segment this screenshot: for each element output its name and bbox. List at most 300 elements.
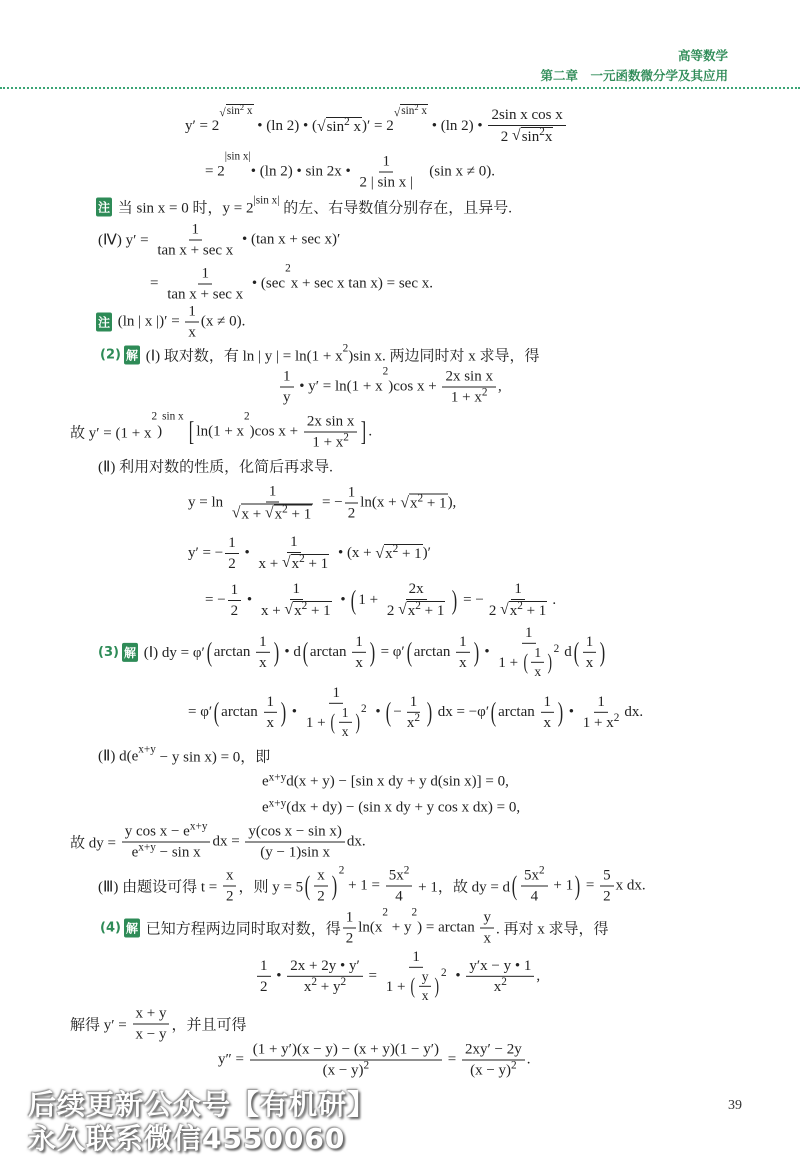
formula-line <box>278 365 502 407</box>
denominator <box>352 653 366 672</box>
math-text: x <box>341 724 349 739</box>
chapter-title: 第二章 一元函数微分学及其应用 <box>540 68 728 83</box>
superscript <box>269 798 287 810</box>
math-text: 1 + <box>358 591 382 608</box>
large-bracket: ) <box>369 636 376 667</box>
radical-sign: √ <box>281 554 291 572</box>
large-bracket: ( <box>511 870 518 901</box>
math-text: 1 <box>268 483 277 500</box>
formula-line <box>255 948 540 1004</box>
math-text: = φ′ <box>188 703 213 720</box>
math-text: 2 <box>411 906 418 919</box>
math-text: y = ln <box>188 494 227 511</box>
formula-line <box>98 221 340 260</box>
math-text: y′ = 2 <box>185 117 220 134</box>
radical-sign: √ <box>500 601 509 619</box>
denominator <box>303 704 370 740</box>
fraction <box>229 483 316 524</box>
math-text: 故 y′ = (1 + x <box>70 425 152 442</box>
denominator <box>185 323 199 342</box>
math-text: (1 + y′)(x − y) − (x + y)(1 − y′) <box>252 1041 440 1058</box>
math-text: 1 + <box>305 714 330 731</box>
math-text: − <box>393 703 402 720</box>
math-text: 2 <box>299 553 305 565</box>
square-root <box>219 104 253 119</box>
fraction <box>185 303 199 342</box>
math-text: + 1 <box>420 603 445 619</box>
math-text: x <box>303 978 312 995</box>
math-text: x <box>349 118 361 135</box>
fraction <box>488 106 565 146</box>
fraction <box>303 684 370 740</box>
math-text: + y <box>317 978 341 995</box>
math-text: x <box>406 714 415 731</box>
numerator <box>343 909 357 929</box>
denominator <box>419 987 432 1004</box>
radicand <box>400 104 428 119</box>
denominator <box>129 843 204 862</box>
math-text: . <box>552 591 557 608</box>
superscript <box>138 744 156 756</box>
math-text: 2 <box>417 492 424 505</box>
fraction <box>419 969 432 1004</box>
math-text: 1 <box>514 581 522 597</box>
math-text: x <box>291 556 300 572</box>
fraction <box>580 693 623 732</box>
math-text: x <box>543 714 552 731</box>
math-text: 2 <box>317 888 325 905</box>
math-text: 2x sin x <box>306 413 355 430</box>
math-text: 1 <box>188 303 196 320</box>
large-bracket: ( <box>490 696 497 727</box>
denominator <box>486 600 551 620</box>
fraction <box>154 221 236 260</box>
numerator <box>442 368 496 388</box>
square-root <box>500 601 547 620</box>
math-text: 2 <box>501 975 507 988</box>
math-text: 2 <box>285 262 291 275</box>
formula-line <box>205 580 556 620</box>
math-text: 2 <box>539 126 545 138</box>
large-bracket: ( <box>330 709 336 735</box>
math-text: 5 <box>603 867 611 884</box>
square-root <box>394 104 428 119</box>
math-text: x <box>385 545 393 562</box>
math-text: 2 <box>382 365 389 378</box>
superscript <box>441 967 447 979</box>
denominator <box>258 600 335 620</box>
note-badge: 注 <box>96 313 112 332</box>
math-text: y″ = <box>218 1051 248 1068</box>
numerator <box>462 1041 525 1061</box>
math-text: 2 <box>539 864 545 877</box>
math-text: • <box>371 703 385 720</box>
numerator <box>256 633 270 653</box>
solution-badge: 解 <box>124 346 140 365</box>
large-bracket: ) <box>452 584 458 615</box>
math-text: + 1 <box>398 545 422 562</box>
math-text: (x − y) <box>470 1062 512 1079</box>
math-text: x <box>274 506 283 523</box>
math-text: 5x <box>388 867 404 884</box>
large-bracket: ( <box>206 636 212 667</box>
fraction <box>287 957 363 996</box>
large-bracket: ( <box>351 584 357 615</box>
math-text: + 1 <box>287 506 312 523</box>
denominator <box>256 653 270 672</box>
radicand <box>293 601 332 620</box>
math-text: arctan <box>221 703 262 720</box>
superscript <box>554 643 560 655</box>
numerator <box>198 265 212 285</box>
math-text: sin <box>401 105 415 117</box>
math-text: x <box>421 988 429 1003</box>
math-text: 1 <box>260 957 268 974</box>
math-text: d(x + y) − [sin x dy + y d(sin x)] = 0, <box>286 773 509 790</box>
fraction <box>133 1005 170 1044</box>
math-text: x + <box>260 602 285 619</box>
radicand <box>274 505 313 524</box>
math-text: 1 + x <box>582 714 614 731</box>
math-text: = 2 <box>205 163 225 180</box>
numerator <box>280 368 294 388</box>
superscript <box>414 103 418 112</box>
numerator <box>223 867 237 887</box>
formula-line <box>70 820 366 862</box>
fraction <box>164 265 246 304</box>
numerator <box>245 823 344 843</box>
radicand <box>291 554 330 573</box>
fraction <box>255 533 332 573</box>
math-text: 当 sin x = 0 时，y = 2 <box>114 200 254 217</box>
fraction <box>258 580 335 620</box>
numerator <box>287 533 301 553</box>
math-text: 2 <box>553 642 560 655</box>
math-text: = − <box>459 591 484 608</box>
denominator <box>531 663 544 680</box>
numerator <box>287 957 363 977</box>
fraction <box>245 823 344 862</box>
math-text: • <box>336 591 350 608</box>
math-text: dx = <box>212 833 244 850</box>
math-text: • <box>243 591 256 608</box>
numerator <box>521 864 548 887</box>
superscript <box>302 600 308 612</box>
math-text: )cos x + <box>249 423 302 440</box>
math-text: dx. <box>624 703 644 720</box>
math-text: sin x <box>162 410 184 423</box>
numerator <box>541 693 555 713</box>
math-text: (ln | x |)′ = <box>114 313 184 330</box>
denominator <box>384 600 449 620</box>
numerator <box>189 221 203 241</box>
denominator <box>255 553 332 573</box>
superscript <box>415 600 421 612</box>
formula-line <box>98 864 646 906</box>
superscript <box>393 543 399 555</box>
denominator <box>600 887 614 906</box>
fraction <box>356 153 416 192</box>
fraction <box>466 957 534 996</box>
numerator <box>379 153 393 173</box>
numerator <box>264 693 278 713</box>
fraction <box>280 368 294 407</box>
large-bracket: ) <box>547 649 553 675</box>
fraction <box>383 948 450 1004</box>
math-text: 2 <box>239 102 245 112</box>
math-text: , <box>497 378 502 395</box>
denominator <box>495 644 562 680</box>
math-text: x <box>266 714 275 731</box>
math-text: 2 <box>345 930 354 947</box>
large-bracket: ] <box>361 416 367 447</box>
fraction <box>531 645 544 680</box>
math-text: 1 <box>259 633 267 650</box>
math-text: 2sin x cos x <box>491 107 563 123</box>
math-text: − y sin x) = 0，即 <box>155 749 271 766</box>
radical-sign: √ <box>265 504 274 522</box>
math-text: 1 <box>585 633 594 650</box>
math-text: . <box>368 423 373 440</box>
math-text: dx. <box>346 833 366 850</box>
radical-sign: √ <box>316 117 326 135</box>
square-root <box>400 494 447 513</box>
math-text: ) = arctan <box>417 919 479 936</box>
math-text: 2 <box>342 342 349 355</box>
denominator <box>257 843 333 862</box>
math-text: 2 <box>382 906 389 919</box>
fraction <box>264 693 278 732</box>
math-text: (Ⅱ) 利用对数的性质，化简后再求导. <box>98 459 333 476</box>
math-text: , <box>536 967 541 984</box>
numerator <box>266 483 280 503</box>
math-text: 2xy′ − 2y <box>465 1041 522 1058</box>
math-text: x <box>534 664 542 679</box>
math-text: • <box>480 643 494 660</box>
math-text: sin <box>521 129 540 145</box>
square-root <box>398 601 445 620</box>
superscript <box>382 907 388 919</box>
math-text: = <box>582 877 599 894</box>
numerator <box>386 864 413 887</box>
math-text: 的左、右导数值分别存在，且异号. <box>279 200 513 217</box>
math-text: (Ⅰ) 取对数，有 ln | y | = ln(1 + x <box>141 348 343 365</box>
numerator <box>409 948 423 968</box>
radical-sign: √ <box>400 494 409 512</box>
superscript <box>411 907 417 919</box>
math-text: = <box>150 275 163 292</box>
formula-line <box>262 797 521 817</box>
note-badge: 注 <box>96 198 112 217</box>
denominator <box>229 503 316 524</box>
math-text: 1 <box>597 693 605 710</box>
math-text: 2x sin x <box>445 368 493 385</box>
math-text: 2 <box>344 115 350 128</box>
math-text: 1 <box>412 948 420 965</box>
math-text: ), <box>447 494 457 511</box>
math-text: 1 <box>266 693 275 710</box>
math-text: x − y <box>135 1026 167 1043</box>
math-text: )′ = 2 <box>361 117 394 134</box>
fraction <box>404 693 423 732</box>
math-text: 1 <box>355 633 363 650</box>
math-text: 1 + <box>385 978 410 995</box>
math-text: • d <box>280 643 301 660</box>
math-text: = − <box>205 591 226 608</box>
radical-sign: √ <box>284 601 294 619</box>
math-text: )′ <box>422 544 431 561</box>
math-text: 2 <box>414 102 419 112</box>
large-bracket: ( <box>213 696 220 727</box>
fraction <box>228 581 242 620</box>
math-text: x+y <box>138 841 156 854</box>
watermark-line-2: 永久联系微信4550060 <box>28 1122 346 1155</box>
math-text: + 1 <box>307 603 331 619</box>
math-text: sin <box>326 118 345 135</box>
math-text: x+y <box>268 797 287 810</box>
math-text: ln(x + <box>360 494 401 511</box>
math-text: = − <box>318 494 343 511</box>
math-text: = φ′ <box>376 643 405 660</box>
denominator <box>448 388 491 407</box>
denominator <box>491 977 510 996</box>
math-text: )sin x. 两边同时对 x 求导，得 <box>348 348 540 365</box>
math-text: 2 <box>244 410 250 423</box>
note-line <box>96 194 513 218</box>
math-text: 2 <box>230 602 239 619</box>
large-bracket: ( <box>410 973 416 999</box>
denominator <box>225 554 239 573</box>
math-text: 1 <box>228 534 236 551</box>
fraction <box>442 368 496 407</box>
math-text: x <box>225 867 234 884</box>
math-text: (Ⅲ) 由题设可得 t = <box>98 879 221 896</box>
superscript <box>482 387 488 399</box>
square-root <box>317 117 362 136</box>
math-text: 1 <box>230 581 239 598</box>
superscript <box>614 712 620 724</box>
denominator <box>404 713 423 732</box>
square-root <box>375 544 422 563</box>
formula-line <box>98 743 271 767</box>
numerator <box>352 633 366 653</box>
radical-sign: √ <box>375 544 385 562</box>
math-text: 1 <box>332 684 340 701</box>
large-bracket: ( <box>304 870 311 901</box>
math-text: x + y <box>135 1005 167 1022</box>
math-text: )cos x + <box>388 378 441 395</box>
superscript <box>511 1060 517 1072</box>
denominator <box>223 887 237 906</box>
superscript <box>285 263 291 275</box>
math-text: 2 <box>481 386 488 399</box>
math-text: ln(x <box>358 919 383 936</box>
math-text: x+y <box>138 743 156 756</box>
denominator <box>392 887 406 906</box>
formula-line <box>70 1005 246 1044</box>
fraction <box>486 580 551 620</box>
math-text: (Ⅱ) d(e <box>98 748 139 765</box>
denominator <box>228 601 242 620</box>
large-bracket: ( <box>302 636 309 667</box>
math-text: tan x + sec x <box>167 286 244 303</box>
numerator <box>522 624 536 644</box>
fraction <box>250 1041 442 1080</box>
math-text: (Ⅳ) y′ = <box>98 232 153 249</box>
math-text: e <box>262 773 269 790</box>
radicand <box>241 504 314 524</box>
superscript <box>517 600 523 612</box>
math-text: 1 <box>201 265 209 282</box>
math-text: • (ln 2) • <box>428 117 487 134</box>
numerator <box>531 645 544 663</box>
denominator <box>356 173 416 192</box>
superscript <box>138 842 156 854</box>
superscript <box>404 865 410 877</box>
fraction <box>343 909 357 948</box>
fraction <box>541 693 555 732</box>
math-text: 2 <box>343 431 349 444</box>
math-text: x + <box>241 506 266 522</box>
denominator <box>301 977 349 996</box>
math-text: x <box>493 978 502 995</box>
math-text: 2x <box>408 581 424 597</box>
math-text: tan x + sec x <box>157 242 234 259</box>
math-text: 2 <box>414 711 421 724</box>
superscript <box>190 821 208 833</box>
note-line <box>96 303 245 342</box>
denominator <box>264 713 278 732</box>
fraction <box>223 867 237 906</box>
fraction <box>225 534 239 573</box>
math-text: . <box>526 1051 531 1068</box>
formula-line <box>188 684 643 740</box>
numerator <box>133 1005 170 1025</box>
math-text: 2 <box>500 128 513 145</box>
math-text: (x ≠ 0). <box>200 313 246 330</box>
superscript <box>162 411 184 423</box>
radical-sign: √ <box>393 104 401 119</box>
page-number: 39 <box>728 1098 742 1113</box>
radicand <box>226 104 254 119</box>
denominator <box>541 713 555 732</box>
large-bracket: ) <box>331 870 337 901</box>
denominator <box>257 977 271 996</box>
large-bracket: ( <box>523 649 528 675</box>
square-root <box>232 504 313 524</box>
radical-sign: √ <box>512 127 521 145</box>
math-text: 1 <box>290 534 298 550</box>
math-text: |sin x| <box>224 150 251 163</box>
solution-badge: 解 <box>122 643 138 662</box>
numerator <box>594 693 608 713</box>
math-text: (Ⅰ) dy = φ′ <box>139 644 205 661</box>
denominator <box>498 126 557 146</box>
math-text: 2 <box>361 702 367 715</box>
math-text: x <box>409 495 418 512</box>
math-text: y′ = − <box>188 544 224 561</box>
superscript <box>240 103 244 112</box>
fraction <box>314 867 328 906</box>
numerator <box>185 303 199 323</box>
numerator <box>290 580 304 600</box>
math-text: x <box>483 930 491 947</box>
math-text: 1 + x <box>450 389 482 406</box>
math-text: 1 <box>191 221 200 238</box>
formula-line <box>205 150 495 192</box>
superscript <box>417 493 423 505</box>
superscript <box>344 116 350 128</box>
